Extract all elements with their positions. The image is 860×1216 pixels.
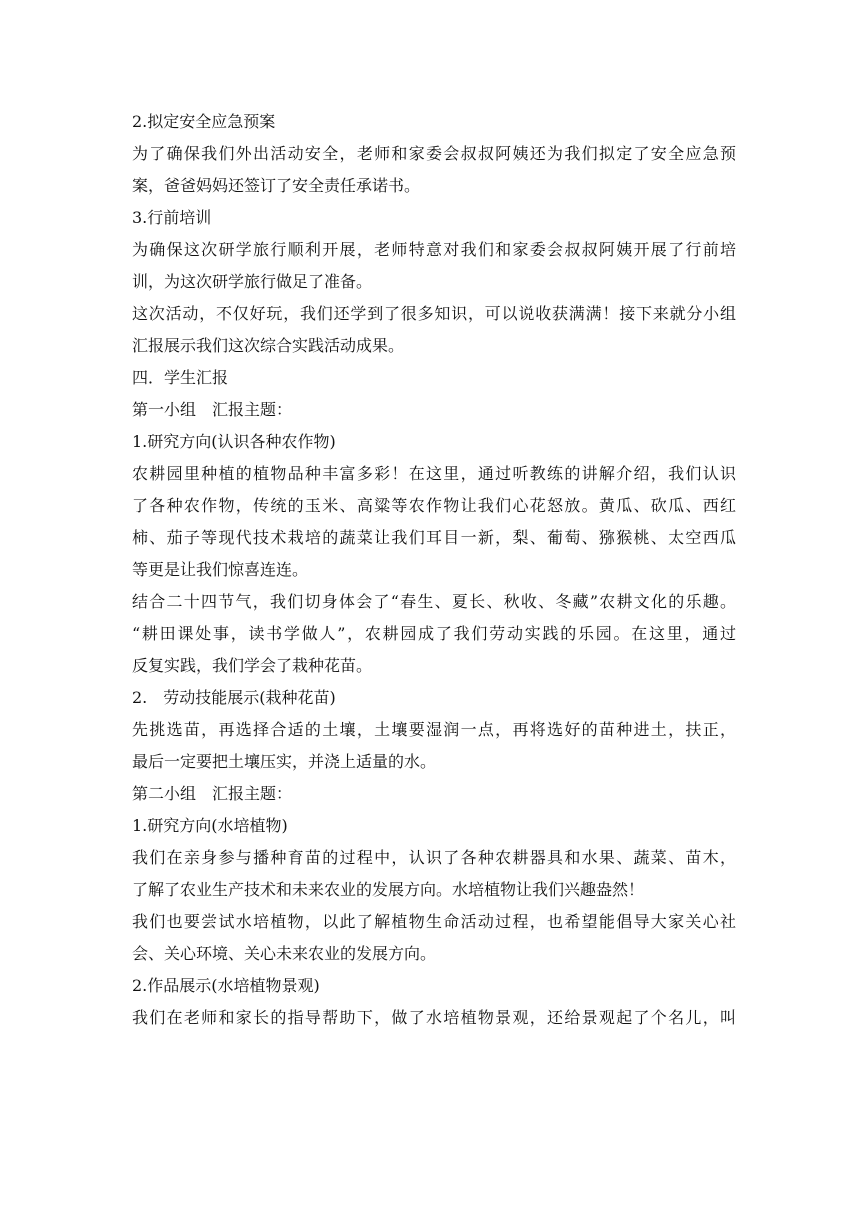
text-line: 先挑选苗，再选择合适的土壤，土壤要湿润一点，再将选好的苗种进土，扶正， [132,720,736,739]
text-line: 为确保这次研学旅行顺利开展，老师特意对我们和家委会叔叔阿姨开展了行前培 [132,240,736,259]
text-line: 等更是让我们惊喜连连。 [132,560,309,579]
text-line: 汇报展示我们这次综合实践活动成果。 [132,336,405,355]
text-line: 我们在亲身参与播种育苗的过程中，认识了各种农耕器具和水果、蔬菜、苗木， [132,848,736,867]
text-line: 柿、茄子等现代技术栽培的蔬菜让我们耳目一新，梨、葡萄、猕猴桃、太空西瓜 [132,528,736,547]
document-body [132,106,736,1034]
text-line: 为了确保我们外出活动安全，老师和家委会叔叔阿姨还为我们拟定了安全应急预 [132,144,736,163]
text-line: 会、关心环境、关心未来农业的发展方向。 [132,944,437,963]
text-line: 最后一定要把土壤压实，并浇上适量的水。 [132,752,437,771]
text-line: 四．学生汇报 [132,368,229,387]
text-line: 这次活动，不仅好玩，我们还学到了很多知识，可以说收获满满！接下来就分小组 [132,304,736,323]
text-line: 了解了农业生产技术和未来农业的发展方向。水培植物让我们兴趣盎然！ [132,880,645,899]
text-line: 我们也要尝试水培植物，以此了解植物生命活动过程，也希望能倡导大家关心社 [132,912,736,931]
text-line: 1.研究方向(认识各种农作物) [132,432,336,451]
text-line: 2. 劳动技能展示(栽种花苗) [132,688,336,707]
text-line: “耕田课处事，读书学做人”，农耕园成了我们劳动实践的乐园。在这里，通过 [132,624,736,643]
text-line: 3.行前培训 [132,208,212,227]
text-line: 第一小组 汇报主题： [132,400,293,419]
text-line: 农耕园里种植的植物品种丰富多彩！在这里，通过听教练的讲解介绍，我们认识 [132,464,736,483]
text-line: 第二小组 汇报主题： [132,784,293,803]
text-line: 训，为这次研学旅行做足了准备。 [132,272,373,291]
text-line: 案，爸爸妈妈还签订了安全责任承诺书。 [132,176,421,195]
text-line: 了各种农作物，传统的玉米、高粱等农作物让我们心花怒放。黄瓜、砍瓜、西红 [132,496,736,515]
text-line: 结合二十四节气，我们切身体会了“春生、夏长、秋收、冬藏”农耕文化的乐趣。 [132,592,736,611]
text-line: 2.拟定安全应急预案 [132,112,276,131]
text-line: 我们在老师和家长的指导帮助下，做了水培植物景观，还给景观起了个名儿，叫 [132,1008,736,1027]
text-line: 1.研究方向(水培植物) [132,816,288,835]
text-line: 2.作品展示(水培植物景观) [132,976,320,995]
text-line: 反复实践，我们学会了栽种花苗。 [132,656,373,675]
